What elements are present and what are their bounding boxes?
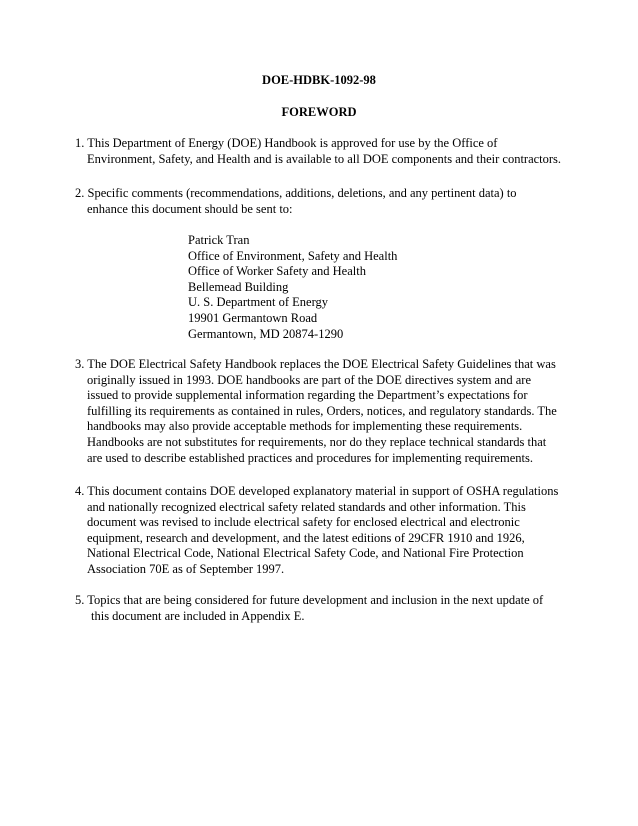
mailing-address: [188, 233, 397, 342]
paragraph-line: 5. Topics that are being considered for future development and inclusion in the next update of: [75, 593, 544, 607]
address-line: Office of Environment, Safety and Health: [188, 248, 398, 263]
paragraph-line: originally issued in 1993. DOE handbooks are part of the DOE directives system and are: [87, 372, 531, 387]
paragraph-line: equipment, research and development, and the latest editions of 29CFR 1910 and 1926,: [87, 530, 525, 545]
paragraph-line: Handbooks are not substitutes for requirements, nor do they replace technical standards that: [87, 434, 547, 449]
address-line: Patrick Tran: [188, 233, 250, 247]
paragraph-line: issued to provide supplemental information regarding the Department’s expectations for: [87, 388, 528, 403]
document-id: DOE-HDBK-1092-98: [262, 73, 376, 87]
paragraph-line: are used to describe established practices and procedures for implementing requirements.: [87, 450, 534, 465]
address-line: Office of Worker Safety and Health: [188, 264, 366, 279]
page-title: FOREWORD: [281, 105, 357, 119]
paragraph-line: and nationally recognized electrical safety related standards and other information. This: [87, 499, 526, 514]
paragraph-5: [75, 593, 575, 624]
paragraph-3: [75, 357, 575, 466]
paragraph-line: Association 70E as of September 1997.: [87, 561, 285, 576]
paragraph-line: 3. The DOE Electrical Safety Handbook replaces the DOE Electrical Safety Guidelines that was: [75, 357, 556, 371]
paragraph-line: 1. This Department of Energy (DOE) Handbook is approved for use by the Office of: [75, 136, 498, 150]
paragraph-line: document was revised to include electrical safety for enclosed electrical and electronic: [87, 515, 520, 530]
address-line: 19901 Germantown Road: [188, 310, 318, 325]
paragraph-1: [75, 136, 575, 167]
address-line: Germantown, MD 20874-1290: [188, 326, 344, 341]
paragraph-line: 4. This document contains DOE developed explanatory material in support of OSHA regulations: [75, 484, 559, 498]
paragraph-line: National Electrical Code, National Electrical Safety Code, and National Fire Protection: [87, 546, 524, 561]
paragraph-2: [75, 186, 575, 217]
paragraph-line: handbooks may also provide acceptable methods for implementing these requirements.: [87, 419, 523, 434]
address-line: U. S. Department of Energy: [188, 295, 329, 310]
paragraph-line: enhance this document should be sent to:: [87, 201, 293, 216]
paragraph-line: this document are included in Appendix E.: [91, 608, 305, 623]
paragraph-line: Environment, Safety, and Health and is available to all DOE components and their contractors.: [87, 151, 562, 166]
paragraph-4: [75, 484, 575, 578]
address-line: Bellemead Building: [188, 279, 289, 294]
paragraph-line: 2. Specific comments (recommendations, additions, deletions, and any pertinent data) to: [75, 186, 517, 200]
paragraph-line: fulfilling its requirements as contained in rules, Orders, notices, and regulatory standards. The: [87, 403, 557, 418]
